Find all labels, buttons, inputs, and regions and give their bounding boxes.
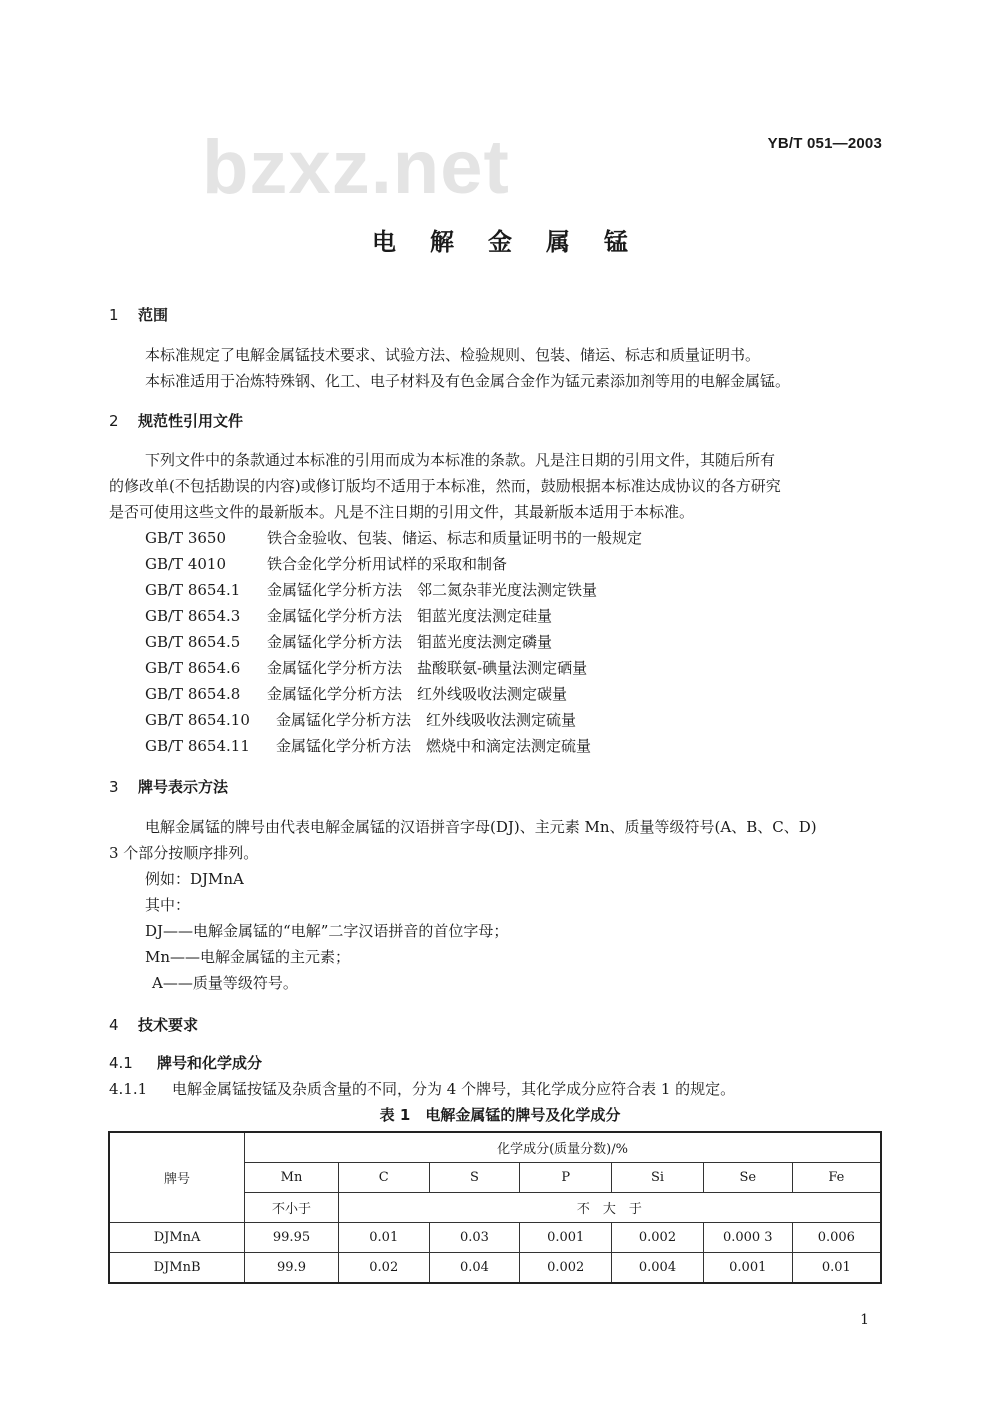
grade-cell: DJMnA xyxy=(109,1223,245,1253)
section-title: 技术要求 xyxy=(138,1016,199,1034)
reference-code: GB/T 8654.5 xyxy=(145,633,241,651)
value-cell: 0.004 xyxy=(612,1253,704,1284)
value-cell: 0.01 xyxy=(792,1253,881,1284)
section-3-heading xyxy=(109,776,228,797)
paragraph: 本标准适用于冶炼特殊钢、化工、电子材料及有色金属合金作为锰元素添加剂等用的电解金属锰。 xyxy=(145,372,791,390)
section-title: 牌号和化学成分 xyxy=(157,1054,263,1072)
section-number: 3 xyxy=(109,778,119,796)
reference-item xyxy=(145,579,597,600)
element-header: Se xyxy=(703,1163,792,1193)
page-number: 1 xyxy=(860,1312,869,1328)
value-cell: 0.002 xyxy=(520,1253,612,1284)
element-header: Mn xyxy=(245,1163,339,1193)
paragraph: A——质量等级符号。 xyxy=(152,974,298,992)
reference-code: GB/T 8654.1 xyxy=(145,581,241,599)
section-number: 2 xyxy=(109,412,119,430)
section-number: 4.1.1 xyxy=(109,1080,148,1098)
value-cell: 0.04 xyxy=(429,1253,520,1284)
reference-title: 金属锰化学分析方法 邻二氮杂菲光度法测定铁量 xyxy=(267,581,598,599)
reference-code: GB/T 8654.8 xyxy=(145,685,241,703)
reference-title: 铁合金化学分析用试样的采取和制备 xyxy=(267,555,508,573)
section-title: 牌号表示方法 xyxy=(138,778,229,796)
table-title: 表 1 电解金属锰的牌号及化学成分 xyxy=(379,1106,621,1124)
value-cell: 99.9 xyxy=(245,1253,339,1284)
section-title: 范围 xyxy=(138,306,169,324)
watermark: bzxz.net xyxy=(202,125,510,210)
reference-title: 金属锰化学分析方法 燃烧中和滴定法测定硫量 xyxy=(276,737,592,755)
value-cell: 0.01 xyxy=(338,1223,429,1253)
section-number: 4 xyxy=(109,1016,119,1034)
section-2-heading xyxy=(109,410,243,431)
section-title: 规范性引用文件 xyxy=(138,412,244,430)
max-label: 不 大 于 xyxy=(338,1193,881,1223)
value-cell: 0.001 xyxy=(520,1223,612,1253)
min-label: 不小于 xyxy=(245,1193,339,1223)
paragraph: 例如：DJMnA xyxy=(145,870,244,888)
reference-item xyxy=(145,735,591,756)
reference-item xyxy=(145,709,576,730)
element-header: C xyxy=(338,1163,429,1193)
paragraph: 下列文件中的条款通过本标准的引用而成为本标准的条款。凡是注日期的引用文件，其随后所有 xyxy=(145,451,776,469)
paragraph: Mn——电解金属锰的主元素； xyxy=(145,948,351,966)
standard-code: YB/T 051—2003 xyxy=(767,135,882,152)
table-row xyxy=(109,1223,881,1253)
paragraph: 是否可使用这些文件的最新版本。凡是不注日期的引用文件，其最新版本适用于本标准。 xyxy=(109,503,695,521)
element-header: Si xyxy=(612,1163,704,1193)
document-title: 电解金属锰 xyxy=(372,228,662,256)
table-row xyxy=(109,1253,881,1284)
value-cell: 0.001 xyxy=(703,1253,792,1284)
reference-item xyxy=(145,631,552,652)
element-header: P xyxy=(520,1163,612,1193)
reference-code: GB/T 8654.11 xyxy=(145,737,250,755)
paragraph-text: 电解金属锰按锰及杂质含量的不同，分为 4 个牌号，其化学成分应符合表 1 的规定。 xyxy=(172,1080,736,1098)
paragraph: DJ——电解金属锰的“电解”二字汉语拼音的首位字母； xyxy=(145,922,509,940)
reference-title: 金属锰化学分析方法 钼蓝光度法测定硅量 xyxy=(267,607,553,625)
reference-code: GB/T 8654.10 xyxy=(145,711,250,729)
element-header: Fe xyxy=(792,1163,881,1193)
reference-title: 金属锰化学分析方法 红外线吸收法测定碳量 xyxy=(267,685,568,703)
value-cell: 0.02 xyxy=(338,1253,429,1284)
element-header: S xyxy=(429,1163,520,1193)
reference-title: 金属锰化学分析方法 钼蓝光度法测定磷量 xyxy=(267,633,553,651)
reference-code: GB/T 8654.3 xyxy=(145,607,241,625)
chemical-composition-table xyxy=(108,1131,882,1284)
paragraph: 的修改单(不包括勘误的内容)或修订版均不适用于本标准，然而，鼓励根据本标准达成协议的各方研究 xyxy=(109,477,781,495)
reference-item xyxy=(145,553,507,574)
paragraph: 电解金属锰的牌号由代表电解金属锰的汉语拼音字母(DJ)、主元素 Mn、质量等级符号(A、B、C、D) xyxy=(145,818,817,836)
grade-cell: DJMnB xyxy=(109,1253,245,1284)
reference-item xyxy=(145,657,587,678)
reference-item xyxy=(145,683,567,704)
section-number: 4.1 xyxy=(109,1054,133,1072)
section-number: 1 xyxy=(109,306,119,324)
reference-item xyxy=(145,605,552,626)
paragraph: 其中： xyxy=(145,896,191,914)
reference-title: 铁合金验收、包装、储运、标志和质量证明书的一般规定 xyxy=(267,529,643,547)
paragraph: 本标准规定了电解金属锰技术要求、试验方法、检验规则、包装、储运、标志和质量证明书。 xyxy=(145,346,761,364)
reference-title: 金属锰化学分析方法 盐酸联氨-碘量法测定硒量 xyxy=(267,659,588,677)
value-cell: 99.95 xyxy=(245,1223,339,1253)
grade-header: 牌号 xyxy=(109,1132,245,1223)
composition-group-header: 化学成分(质量分数)/% xyxy=(245,1132,881,1163)
paragraph: 3 个部分按顺序排列。 xyxy=(109,844,259,862)
subsection-4-1-heading xyxy=(109,1052,262,1073)
value-cell: 0.002 xyxy=(612,1223,704,1253)
value-cell: 0.000 3 xyxy=(703,1223,792,1253)
section-4-heading xyxy=(109,1014,198,1035)
reference-code: GB/T 3650 xyxy=(145,529,227,547)
reference-code: GB/T 8654.6 xyxy=(145,659,241,677)
reference-item xyxy=(145,527,642,548)
paragraph-4-1-1 xyxy=(109,1078,735,1099)
reference-code: GB/T 4010 xyxy=(145,555,227,573)
reference-title: 金属锰化学分析方法 红外线吸收法测定硫量 xyxy=(276,711,577,729)
value-cell: 0.03 xyxy=(429,1223,520,1253)
value-cell: 0.006 xyxy=(792,1223,881,1253)
section-1-heading xyxy=(109,304,168,325)
